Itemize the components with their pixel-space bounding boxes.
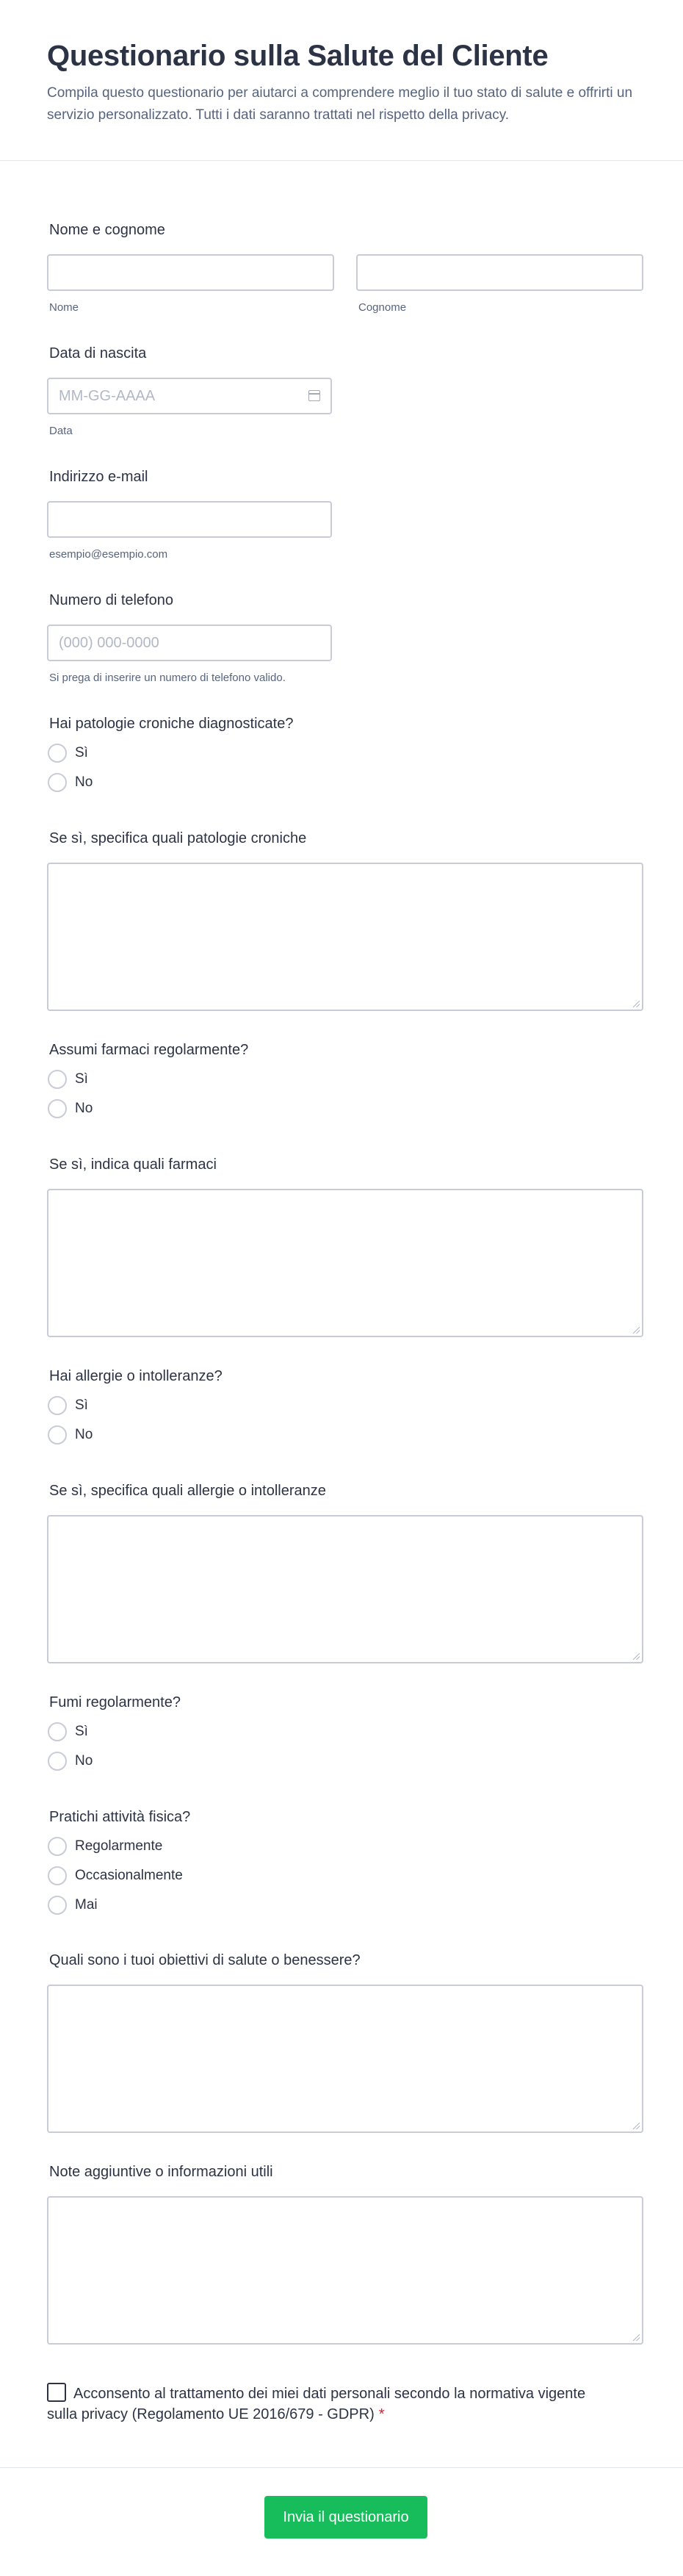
- consent-row[interactable]: [47, 2383, 605, 2425]
- first-name-input[interactable]: [47, 254, 334, 291]
- smoke-label: Fumi regolarmente?: [49, 1694, 181, 1710]
- field-full-name: [47, 220, 643, 314]
- radio-button[interactable]: [48, 1866, 67, 1885]
- chronic-option-yes[interactable]: [47, 739, 643, 767]
- consent-checkbox[interactable]: [47, 2383, 66, 2402]
- radio-label: Mai: [75, 1897, 98, 1913]
- activity-label: Pratichi attività fisica?: [49, 1809, 191, 1825]
- phone-label: Numero di telefono: [49, 592, 173, 608]
- meds-option-no[interactable]: [47, 1095, 643, 1123]
- first-name-sublabel: Nome: [49, 301, 79, 314]
- resize-handle[interactable]: [633, 1327, 640, 1334]
- radio-button[interactable]: [48, 1837, 67, 1856]
- field-smoke: [47, 1693, 643, 1775]
- radio-label: No: [75, 1753, 93, 1769]
- phone-placeholder: (000) 000-0000: [59, 635, 159, 651]
- radio-button[interactable]: [48, 1722, 67, 1741]
- required-mark: *: [378, 2406, 385, 2422]
- field-chronic-detail: [47, 829, 643, 1011]
- form-footer: [0, 2467, 683, 2576]
- notes-label: Note aggiuntive o informazioni utili: [49, 2164, 273, 2180]
- email-input[interactable]: [47, 501, 332, 538]
- allergies-option-no[interactable]: [47, 1421, 643, 1449]
- email-label: Indirizzo e-mail: [49, 469, 148, 485]
- chronic-option-no[interactable]: [47, 769, 643, 796]
- radio-button[interactable]: [48, 1396, 67, 1415]
- field-email: [47, 467, 643, 561]
- field-allergies-detail: [47, 1481, 643, 1663]
- radio-label: Regolarmente: [75, 1838, 163, 1854]
- last-name-sublabel: Cognome: [358, 301, 407, 314]
- radio-label: Sì: [75, 1397, 88, 1413]
- phone-sublabel: Si prega di inserire un numero di telefono valido.: [49, 672, 286, 684]
- allergies-detail-textarea[interactable]: [47, 1515, 643, 1663]
- field-activity: [47, 1807, 643, 1919]
- smoke-option-no[interactable]: [47, 1747, 643, 1775]
- allergies-detail-label: Se sì, specifica quali allergie o intolleranze: [49, 1483, 326, 1499]
- birthdate-label: Data di nascita: [49, 345, 147, 361]
- smoke-option-yes[interactable]: [47, 1718, 643, 1746]
- meds-option-yes[interactable]: [47, 1065, 643, 1093]
- activity-option-never[interactable]: [47, 1891, 643, 1919]
- field-allergies: [47, 1367, 643, 1449]
- radio-label: Sì: [75, 1724, 88, 1739]
- email-sublabel: esempio@esempio.com: [49, 548, 168, 561]
- radio-button[interactable]: [48, 1070, 67, 1089]
- field-meds-detail: [47, 1155, 643, 1337]
- chronic-detail-label: Se sì, specifica quali patologie croniche: [49, 830, 307, 846]
- field-goals: [47, 1951, 643, 2133]
- field-phone: [47, 591, 643, 684]
- radio-label: Occasionalmente: [75, 1868, 183, 1883]
- radio-button[interactable]: [48, 1425, 67, 1444]
- allergies-option-yes[interactable]: [47, 1392, 643, 1420]
- allergies-label: Hai allergie o intolleranze?: [49, 1368, 223, 1384]
- field-notes: [47, 2162, 643, 2345]
- radio-label: No: [75, 774, 93, 790]
- form-description: Compila questo questionario per aiutarci a comprendere meglio il tuo stato di salute e offrirti un servizio personalizzato. Tutti i dati saranno trattati nel rispetto della privacy.: [47, 85, 633, 123]
- full-name-label: Nome e cognome: [49, 222, 165, 238]
- goals-label: Quali sono i tuoi obiettivi di salute o benessere?: [49, 1952, 361, 1968]
- resize-handle[interactable]: [633, 2123, 640, 2129]
- form-title: Questionario sulla Salute del Cliente: [47, 40, 549, 72]
- resize-handle[interactable]: [633, 2334, 640, 2341]
- activity-option-occasional[interactable]: [47, 1862, 643, 1890]
- last-name-input[interactable]: [356, 254, 643, 291]
- birthdate-sublabel: Data: [49, 425, 73, 437]
- field-chronic: [47, 714, 643, 796]
- phone-input[interactable]: [47, 625, 332, 661]
- consent-text: Acconsento al trattamento dei miei dati personali secondo la normativa vigente sulla privacy (Regolamento UE 2016/679 - GDPR): [47, 2386, 586, 2422]
- radio-button[interactable]: [48, 1752, 67, 1771]
- radio-button[interactable]: [48, 744, 67, 763]
- meds-detail-textarea[interactable]: [47, 1189, 643, 1337]
- radio-label: Sì: [75, 1071, 88, 1087]
- field-meds: [47, 1040, 643, 1123]
- radio-label: No: [75, 1427, 93, 1442]
- radio-button[interactable]: [48, 1099, 67, 1118]
- radio-label: Sì: [75, 745, 88, 760]
- calendar-icon[interactable]: [308, 390, 320, 401]
- notes-textarea[interactable]: [47, 2196, 643, 2345]
- resize-handle[interactable]: [633, 1001, 640, 1007]
- radio-button[interactable]: [48, 1896, 67, 1915]
- birthdate-input[interactable]: [47, 378, 332, 414]
- field-consent: [47, 2383, 605, 2425]
- chronic-label: Hai patologie croniche diagnosticate?: [49, 716, 294, 732]
- activity-option-regular[interactable]: [47, 1832, 643, 1860]
- field-birthdate: [47, 344, 643, 437]
- submit-button[interactable]: Invia il questionario: [264, 2496, 427, 2539]
- birthdate-placeholder: MM-GG-AAAA: [59, 388, 156, 404]
- chronic-detail-textarea[interactable]: [47, 863, 643, 1011]
- radio-label: No: [75, 1101, 93, 1116]
- goals-textarea[interactable]: [47, 1985, 643, 2133]
- form-header: [0, 0, 683, 161]
- radio-button[interactable]: [48, 773, 67, 792]
- meds-label: Assumi farmaci regolarmente?: [49, 1042, 249, 1058]
- meds-detail-label: Se sì, indica quali farmaci: [49, 1156, 217, 1173]
- resize-handle[interactable]: [633, 1653, 640, 1660]
